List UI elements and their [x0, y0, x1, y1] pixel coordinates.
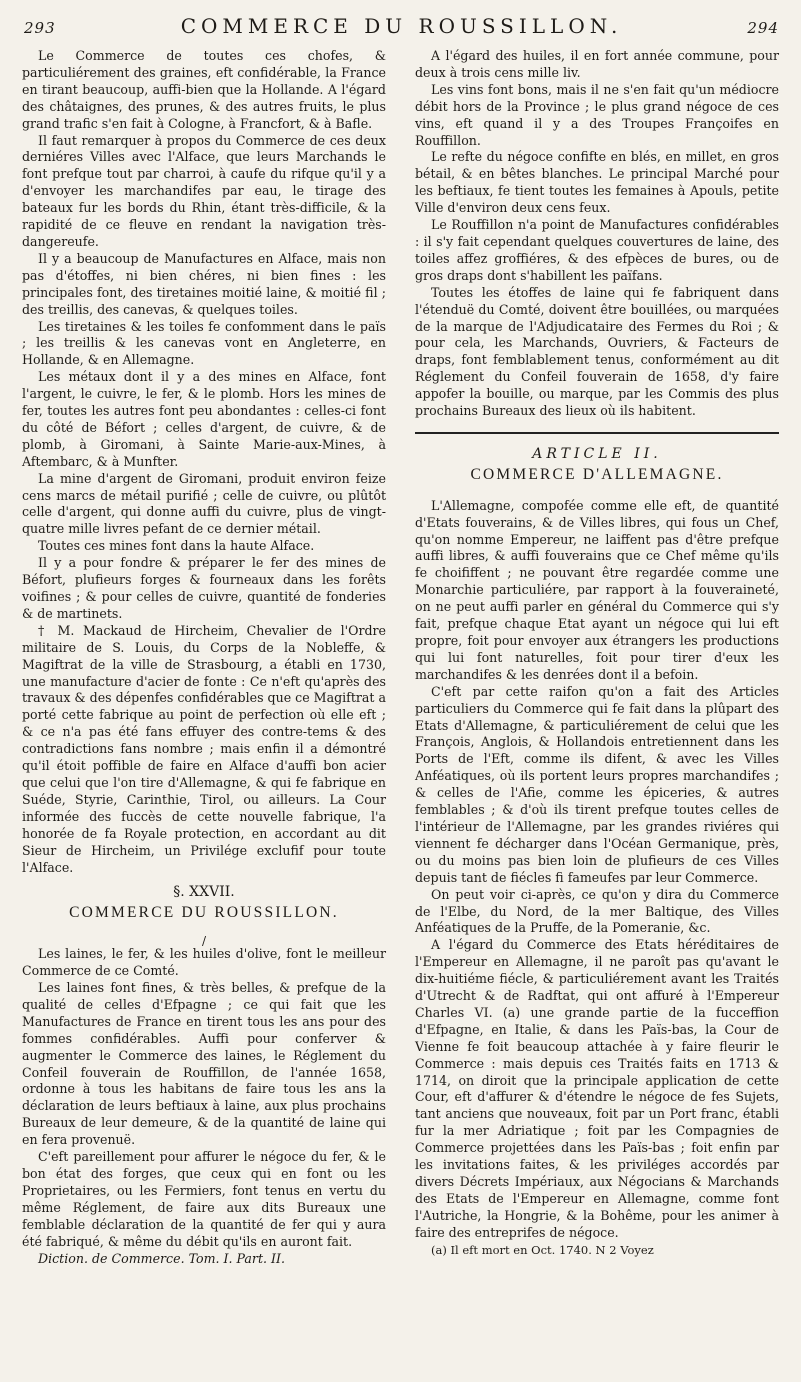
footer-signature [22, 1251, 386, 1268]
paragraph: L'Allemagne, compofée comme elle eft, de quantité d'Etats fouverains, & de Villes libres, qui fous un Chef, qu'on nomme Empereur, ne laiffent pas d'être prefque auffi libres, & auffi fouverains que ce Chef même qu'ils fe choififfent ; ne pouvant être regardée comme une Monarchie particuliére, par rapport à la fouveraineté, on ne peut auffi parler en général du Commerce qui s'y fait, prefque chaque Etat ayant un négoce qui lui eft propre, foit pour envoyer aux étrangers les productions qui lui font naturelles, foit pour tirer d'eux les marchandifes & les denrées dont il a befoin. [415, 497, 779, 682]
footnote: (a) Il eft mort en Oct. 1740. N 2 Voyez [431, 1242, 654, 1257]
paragraph: On peut voir ci-après, ce qu'on y dira du Commerce de l'Elbe, du Nord, de la mer Baltique, des Villes Anféatiques de la Pruffe, de la Pomeranie, &c. [415, 886, 779, 936]
text-columns [22, 48, 779, 1267]
paragraph: Le Commerce de toutes ces chofes, & particuliérement des graines, eft confidérable, la France en tirant beaucoup, auffi-bien que la Hollande. A l'égard des châtaignes, des prunes, & des autres fruits, le plus grand trafic s'en fait à Cologne, à Francfort, & à Bafle. [22, 48, 386, 131]
paragraph: Les vins font bons, mais il ne s'en fait qu'un médiocre débit hors de la Province ; le plus grand négoce de ces vins, eft quand il y a des Troupes Françoifes en Rouffillon. [415, 81, 779, 148]
paragraph: Le Rouffillon n'a point de Manufactures confidérables : il s'y fait cependant quelques couvertures de laine, des toiles affez groffiéres, & des efpèces de bures, ou de gros draps dont s'habillent les païfans. [415, 217, 779, 283]
paragraph: A l'égard des huiles, il en fort année commune, pour deux à trois cens mille liv. [415, 48, 779, 80]
paragraph: A l'égard du Commerce des Etats héréditaires de l'Empereur en Allemagne, il ne paroît pas qu'avant le dix-huitiéme fiécle, & particuliérement avant les Traités d'Utrecht & de Radftat, qui ont affuré à l'Empereur Charles VI. (a) une grande partie de la fucceffion d'Efpagne, en Italie, & dans les Païs-bas, la Cour de Vienne fe foit beaucoup attachée à y faire fleurir le Commerce : mais depuis ces Traités faits en 1713 & 1714, on diroit que la principale application de cette Cour, eft d'affurer & d'étendre le négoce de fes Sujets, tant anciens que nouveaux, foit par un Port franc, établi fur la mer Adriatique ; foit par les Compagnies de Commerce projettées dans les Païs-bas ; foit enfin par les invitations faites, & les priviléges accordés par divers Décrets Impériaux, aux Négocians & Marchands des Etats de l'Empereur en Allemagne, comme font l'Autriche, la Hongrie, & la Bohême, pour les animer à faire des entreprifes de négoce. [415, 937, 779, 1240]
paragraph: Il y a beaucoup de Manufactures en Alface, mais non pas d'étoffes, ni bien chéres, ni bien fines : les principales font, des tiretaines moitié laine, & moitié fil ; des treillis, des canevas, & quelques toiles. [22, 250, 386, 317]
section-divider [415, 432, 779, 434]
paragraph: Toutes les étoffes de laine qui fe fabriquent dans l'étenduë du Comté, doivent être bouillées, ou marquées de la marque de l'Adjudicataire des Fermes du Roi ; & pour cela, les Marchands, Ouvriers, & Facteurs de draps, font femblablement tenus, conformément au dit Réglement du Confeil fouverain de 1658, d'y faire appofer la bouille, ou marque, par les Commis des plus prochains Bureaux des lieux où ils habitent. [415, 284, 779, 419]
section-title: COMMERCE DU ROUSSILLON. [69, 904, 339, 922]
paragraph: Le refte du négoce confifte en blés, en millet, en gros bétail, & en bêtes blanches. Le principal Marché pour les beftiaux, fe tient toutes les femaines à Apouls, petite Ville d'environ deux cens feux. [415, 149, 779, 216]
paragraph: C'eft par cette raifon qu'on a fait des Articles particuliers du Commerce qui fe fait dans la plûpart des Etats d'Allemagne, & particuliérement de celui que les François, Anglois, & Hollandois entretiennent dans les Ports de l'Eft, comme ils difent, & avec les Villes Anféatiques, où ils portent leurs propres marchandifes ; & celles de l'Afie, comme les épiceries, & autres femblables ; & d'où ils tirent prefque toutes celles de l'intérieur de l'Allemagne, par les grandes riviéres qui viennent fe décharger dans l'Océan Germanique, près, ou du moins pas bien loin de plufieurs de ces Villes depuis tant de fiécles fi fameufes par leur Commerce. [415, 683, 779, 885]
paragraph: Les laines, le fer, & les huiles d'olive, font le meilleur Commerce de ce Comté. [22, 946, 386, 979]
paragraph: Les tiretaines & les toiles fe confomment dans le païs ; les treillis & les canevas vont en Angleterre, en Hollande, & en Allemagne. [22, 318, 386, 368]
paragraph: Les laines font fines, & très belles, & prefque de la qualité de celles d'Efpagne ; ce qui fait que les Manufactures de France en tirent tous les ans pour des fommes confidérables. Auffi pour conferver & augmenter le Commerce des laines, le Réglement du Confeil fouverain de Rouffillon, de l'année 1658, ordonne à tous les habitans de faire tous les ans la déclaration de leurs beftiaux à laine, aux plus prochains Bureaux de leur demeure, & de la quantité de laine qui en fera provenuë. [22, 980, 386, 1148]
paragraph: Il y a pour fondre & préparer le fer des mines de Béfort, plufieurs forges & fourneaux dans les forêts voifines ; & pour celles de cuivre, quantité de fonderies & de martinets. [22, 555, 386, 621]
paragraph: † M. Mackaud de Hircheim, Chevalier de l'Ordre militaire de S. Louis, du Corps de la Nobleffe, & Magiftrat de la ville de Strasbourg, a établi en 1730, une manufacture d'acier de fonte : Ce n'eft qu'après des travaux & des dépenfes confidérables que ce Magiftrat a porté cette fabrique au point de perfection où elle eft ; & ce n'a pas été fans effuyer des contre-tems & des contradictions fans nombre ; mais enfin il a démontré qu'il étoit poffible de faire en Alface d'auffi bon acier que celui que l'on tire d'Allemagne, & qui fe fabrique en Suéde, Styrie, Carinthie, Tirol, ou ailleurs. La Cour informée des fuccès de cette nouvelle fabrique, l'a honorée de fa Royale protection, en accordant au dit Sieur de Hircheim, un Privilége exclufif pour toute l'Alface. [22, 622, 386, 875]
paragraph: Toutes ces mines font dans la haute Alface. [38, 538, 315, 554]
page-number-left: 293 [24, 19, 56, 37]
footer-text: Diction. de Commerce. Tom. I. Part. II. [38, 1250, 285, 1266]
right-column [415, 48, 779, 1267]
paragraph: C'eft pareillement pour affurer le négoce du fer, & le bon état des forges, que ceux qui en font ou les Proprietaires, ou les Fermiers, font tenus en vertu du même Réglement, de faire aux dits Bureaux une femblable déclaration de la quantité de fer qui y aura été fabriqué, & même du débit qu'ils en auront fait. [22, 1149, 386, 1249]
paragraph: Il faut remarquer à propos du Commerce de ces deux derniéres Villes avec l'Alface, que leurs Marchands le font prefque tout par charroi, à caufe du rifque qu'il y a d'envoyer les marchandifes par eau, le tirage des bateaux fur les bords du Rhin, étant très-difficile, & la rapidité de ce fleuve en rendant la navigation très-dangereufe. [22, 132, 386, 249]
paragraph: Les métaux dont il y a des mines en Alface, font l'argent, le cuivre, le fer, & le plomb. Hors les mines de fer, toutes les autres font peu abondantes : celles-ci font du côté de Béfort ; celles d'argent, de cuivre, & de plomb, à Giromani, à Sainte Marie-aux-Mines, à Aftembarc, & à Munfter. [22, 369, 386, 469]
page-number-right: 294 [747, 19, 779, 37]
left-column [22, 48, 386, 1267]
article-number: ARTICLE II. [532, 445, 662, 462]
page-header [24, 14, 779, 44]
paragraph: La mine d'argent de Giromani, produit environ feize cens marcs de métail purifié ; celle de cuivre, ou plûtôt celle d'argent, qui donne auffi du cuivre, plus de vingt-quatre mille livres pefant de ce dernier métail. [22, 470, 386, 537]
section-number: §. XXVII. [173, 884, 235, 901]
running-head: COMMERCE DU ROUSSILLON. [180, 14, 623, 38]
section-title: COMMERCE D'ALLEMAGNE. [470, 465, 724, 483]
stray-mark: / [201, 934, 207, 949]
